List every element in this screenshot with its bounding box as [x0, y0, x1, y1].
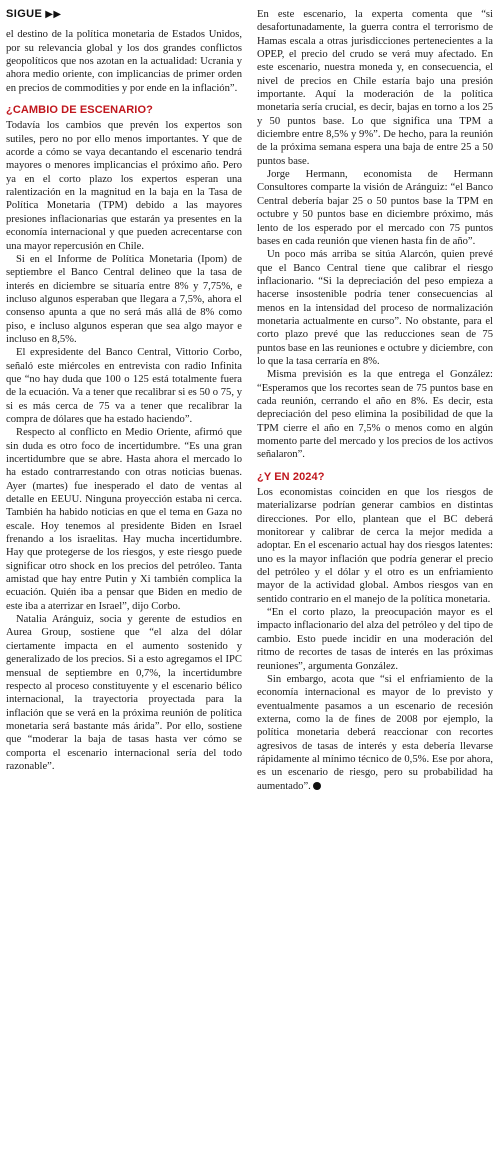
double-arrow-icon: ▶▶: [45, 9, 62, 20]
paragraph: En este escenario, la experta comenta que “si desafortunadamente, la guerra contra el terrorismo de Hamas escala a otras jurisdicciones pertenecientes a la OPEP, el precio del crudo se verá muy afectado. En este escenario, nuestra moneda y, en consecuencia, el nivel de precios en Chile estaría bajo una presión importante. Aquí la moderación de la política monetaria sería crucial, es decir, bajas en torno a los 25 y 50 puntos base. Lo que significa una TPM a diciembre entre 8,5% y 9%”. De hecho, para la reunión de la próxima semana espera una baja de entre 25 a 50 puntos base.: [257, 9, 493, 167]
paragraph: “En el corto plazo, la preocupación mayor es el impacto inflacionario del alza del petróleo y del tipo de cambio. Esto puede incidir en una moderación del ritmo de recortes de tasas de interés en las próximas reuniones”, argumenta González.: [257, 607, 493, 672]
paragraph: Todavía los cambios que prevén los expertos son sutiles, pero no por ello menos importantes. Y que de acorde a cómo se vaya decantando el escenario tendrá mayores o menores implicancias el próximo año. Pero ya en el corto plazo los expertos esperan una ralentización en la magnitud en la baja en la Tasa de Política Monetaria (TPM) debido a las mayores presiones inflacionarias que estarán ya presentes en la economía internacional y que pueden acrecentarse con una mayor repercusión en Chile.: [6, 120, 242, 252]
paragraph: el destino de la política monetaria de Estados Unidos, por su relevancia global y los dos grandes conflictos geopolíticos que nos azotan en la actualidad: Ucrania y ahora medio oriente, con implicancias de primer orden en precios de commodities y por ende en la inflación”.: [6, 29, 242, 94]
section-heading: ¿Y EN 2024?: [257, 470, 325, 483]
paragraph: Un poco más arriba se sitúa Alarcón, quien prevé que el Banco Central tiene que calibrar el riesgo inflacionario. “Si la depreciación del peso empieza a hacerse insostenible podría tener consecuencias al menos en la intensidad del proceso de normalización monetaria actualmente en curso”. No obstante, para el corto plazo prevé que las reducciones sean de 75 puntos base en las reuniones e octubre y diciembre, con lo que la tasa cerraría en 8%.: [257, 249, 493, 367]
continuation-label: SIGUE: [6, 8, 43, 20]
left-column: [6, 8, 242, 773]
section-heading: ¿CAMBIO DE ESCENARIO?: [6, 104, 153, 117]
paragraph: El expresidente del Banco Central, Vittorio Corbo, señaló este miércoles en entrevista con radio Infinita que “no hay duda que 100 o 125 está totalmente fuera de la ecuación. Va a tener que recalibrar si es 50 o 75, y si es más cerca de 75 va a tener que recalibrar la compra de dólares que ha estado haciendo”.: [6, 347, 242, 425]
end-of-article-dot-icon: [313, 782, 321, 790]
paragraph-text: Sin embargo, acota que “si el enfriamiento de la economía internacional es mayor de lo previsto y eventualmente pasamos a un escenario de recesión externa, como la de fines de 2008 por ejemplo, la política monetaria deberá reaccionar con recortes agresivos de tasas de interés y esta debería llevarse rápidamente al mínimo técnico de 0,5%. Ese por ahora, es un escenario de riesgo, pero su probabilidad ha aumentado”.: [257, 673, 493, 792]
paragraph: Si en el Informe de Política Monetaria (Ipom) de septiembre el Banco Central delineo que la tasa de interés en diciembre se situaría entre 8% y 7,75%, e incluso algunos esperaban que llegara a 7,5%, ahora el consenso apunta a que no será más allá de 8% como piso, e incluso algunos esperan que sea algo mayor e incluso en 8,5%.: [6, 253, 242, 345]
paragraph: Jorge Hermann, economista de Hermann Consultores comparte la visión de Aránguiz: “el Banco Central debería bajar 25 o 50 puntos base la TPM en octubre y 50 puntos base en diciembre próximo, más lento de los esperado por el mercado con 75 puntos bases en cada reunión que vienen hasta fin de año”.: [257, 169, 493, 247]
paragraph: Natalia Aránguiz, socia y gerente de estudios en Aurea Group, sostiene que “el alza del dólar ciertamente impacta en el aumento sostenido y generalizado de los precios. Si a esto agregamos el IPC mensual de septiembre en 0,7%, la incertidumbre respecto al proceso constituyente y el escenario bélico internacional, la trayectoria proyectada para la inflación que se verá en la próxima reunión de política monetaria será bastante más árida”. Por ello, sostiene que “moderar la baja de tasas hasta ver cómo se comporta el escenario internacional sería del todo razonable”.: [6, 614, 242, 772]
paragraph: Misma previsión es la que entrega el González: “Esperamos que los recortes sean de 75 puntos base en cada reunión, cerrando el año en 8%. Es decir, esta depreciación del peso elimina la posibilidad de que la TPM cierre el año en 7,5% o menos como en algún momento parte del mercado y los precios de los activos señalaron”.: [257, 369, 493, 461]
right-column: [257, 8, 493, 793]
continuation-marker: [6, 8, 242, 21]
last-paragraph: [257, 673, 493, 793]
paragraph: Los economistas coinciden en que los riesgos de materializarse podrían generar cambios en distintas direcciones. Por ello, plantean que el BC deberá monitorear y calibrar de cerca la mejor medida a adoptar. En el escenario actual hay dos riesgos latentes: uno es la mayor inflación que podría generar el precio del petróleo y el dólar y el otro es un enfriamiento mayor de la actividad global. Ambos riesgos van en sentido contrario en el manejo de la política monetaria.: [257, 487, 493, 605]
paragraph: Respecto al conflicto en Medio Oriente, afirmó que sin duda es otro foco de incertidumbre. “Es una gran incertidumbre que se abre. Hasta ahora el mercado lo ha estado contrarrestando con otras noticias buenas. Ayer (martes) fue inesperado el dato de ventas al detalle en EEUU. Ninguna proyección estaba ni cerca. También ha habido noticias en que el tema en Gaza no escale. Hoy tenemos al presidente Biden en Israel frenando a los israelitas. Hay mucha incertidumbre. Hay que protegerse de los riesgos, y este riesgo puede significar otro shock en los precios del petróleo. Tanta amistad que hay entre Putin y Xi también complica la ecuación. Quién iba a pensar que Biden en medio de este iba a aterrizar en Israel”, dijo Corbo.: [6, 427, 242, 612]
